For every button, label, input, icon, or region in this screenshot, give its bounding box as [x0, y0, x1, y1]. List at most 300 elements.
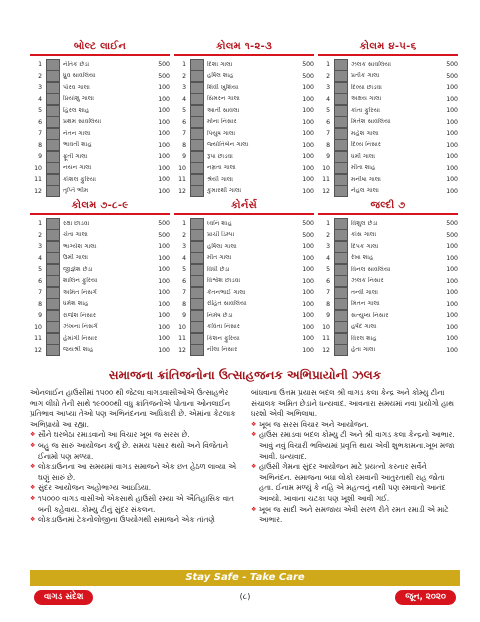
winner-rank: 7 — [38, 289, 42, 297]
winner-photo — [190, 116, 204, 128]
winner-prize: 100 — [446, 107, 458, 115]
winner-rank: 12 — [178, 346, 186, 354]
winner-prize: 100 — [446, 84, 458, 92]
winner-rank: 8 — [326, 141, 330, 149]
winner-rank: 1 — [326, 61, 330, 69]
winner-name: રક્ષા છાડવા — [63, 219, 90, 227]
left-bullets — [30, 430, 239, 525]
winner-row — [30, 186, 170, 198]
winner-rank: 12 — [322, 346, 330, 354]
winner-name: દિપક ગાલા — [351, 242, 379, 250]
winner-rank: 2 — [38, 231, 42, 239]
winner-name: મિતન ગાલા — [351, 300, 380, 308]
winner-photo — [334, 139, 348, 151]
winner-prize: 100 — [158, 312, 170, 320]
winner-row — [318, 82, 458, 94]
winner-row — [318, 186, 458, 198]
winner-name: કૌશલ ફુરિયા — [63, 175, 96, 183]
winner-row — [174, 128, 314, 140]
winner-photo — [334, 93, 348, 105]
winner-row — [30, 151, 170, 163]
winner-photo — [334, 151, 348, 163]
winner-name: પ્રિયાંશુ ગાલા — [63, 95, 94, 103]
winner-photo — [334, 275, 348, 287]
winner-photo — [334, 59, 348, 71]
winner-photo — [46, 264, 60, 276]
winner-name: મનીષા ગાલા — [351, 175, 381, 183]
opinion-bullet: ❖ ખૂબ જ સરસ વિચાર અને આયોજન. — [251, 420, 460, 431]
winner-row — [174, 230, 314, 242]
winner-name: ઉર્મી ગાલા — [63, 254, 89, 262]
winner-row — [30, 82, 170, 94]
winner-list — [30, 218, 170, 356]
winner-rank: 4 — [182, 95, 186, 103]
winner-rank: 9 — [326, 312, 330, 320]
winner-name: કવિતા નિસાર — [207, 323, 240, 331]
winner-rank: 10 — [322, 323, 330, 331]
winner-name: જીજ્ઞેશ છેડા — [63, 265, 93, 273]
winner-name: અમિત નિસર્ગ — [63, 288, 97, 296]
winner-list — [318, 218, 458, 356]
winner-prize: 100 — [446, 323, 458, 331]
winner-row — [30, 140, 170, 152]
winner-rank: 9 — [182, 312, 186, 320]
winner-photo — [334, 70, 348, 82]
winner-rank: 11 — [34, 176, 42, 184]
winner-row — [174, 333, 314, 345]
winner-prize: 100 — [446, 254, 458, 262]
intro-paragraph: ઓનલાઈન હાઉસીમાં ૧૫૦૦ થી જેટલા વાગડવાસીઓએ ઉત્સાહભેર ભાગ લીધો તેની સાથે ૧૯૦૦૦થી વધુ ક્રાંતિજનોએ પોતાના ઓનલાઈન પ્રતિભાવ આપ્યા તેઓ પણ અભિનંદનના અધિકારી છે. એમાંના કેટલાક અભિપ્રાયો આ રહ્યા. — [30, 388, 236, 429]
winner-prize: 100 — [446, 335, 458, 343]
winner-row — [30, 299, 170, 311]
winner-name: વિનલ સાવલિયા — [351, 265, 391, 273]
winner-photo — [334, 298, 348, 310]
winner-photo — [190, 128, 204, 140]
winner-photo — [334, 82, 348, 94]
winner-row — [174, 163, 314, 175]
winner-prize: 500 — [446, 220, 458, 228]
winner-name: ભાવતી શાહ — [63, 141, 92, 149]
winner-photo — [46, 229, 60, 241]
winner-rank: 3 — [182, 243, 186, 251]
winner-row — [318, 276, 458, 288]
winner-photo — [46, 93, 60, 105]
winner-name: રાજેશ નિસાર — [63, 311, 97, 319]
top-band — [30, 40, 460, 197]
winner-row — [30, 287, 170, 299]
winner-prize: 100 — [158, 84, 170, 92]
winner-photo — [190, 252, 204, 264]
page-footer — [30, 589, 460, 607]
winner-row — [174, 140, 314, 152]
winner-prize: 500 — [302, 72, 314, 80]
winner-name: નીલા નિસાર — [207, 346, 238, 354]
winner-photo — [334, 333, 348, 345]
winner-rank: 6 — [38, 118, 42, 126]
winner-name: હેતા ગાલા — [351, 346, 376, 354]
winner-row — [174, 174, 314, 186]
winner-name: રૂપા છાડવા — [207, 152, 233, 160]
winner-name: મીતા શાહ — [351, 164, 376, 172]
winner-rank: 6 — [182, 118, 186, 126]
article-title: સમાજના ક્રાંતિજનોના ઉત્સાહજનક અભિપ્રાયોની ઝલક — [108, 368, 382, 382]
winner-row — [174, 299, 314, 311]
winner-prize: 100 — [446, 266, 458, 274]
winner-name: પ્રથમ સાવલિયા — [63, 118, 102, 126]
winner-row — [174, 71, 314, 83]
winner-photo — [190, 174, 204, 186]
winner-row — [318, 287, 458, 299]
column-7-8-9 — [30, 199, 170, 356]
issue-date: જૂન, ૨૦૨૦ — [395, 590, 456, 605]
winner-row — [318, 163, 458, 175]
winner-row — [30, 253, 170, 265]
winner-photo — [46, 218, 60, 230]
winner-photo — [190, 287, 204, 299]
winner-name: કાંસ ગાલા — [351, 231, 377, 239]
winner-prize: 100 — [446, 312, 458, 320]
winner-name: સિમરન ગાલા — [207, 95, 240, 103]
winner-row — [174, 276, 314, 288]
winner-row — [318, 230, 458, 242]
winner-prize: 100 — [302, 164, 314, 172]
winner-rank: 1 — [182, 61, 186, 69]
winner-prize: 100 — [302, 300, 314, 308]
winner-prize: 500 — [446, 61, 458, 69]
winner-rank: 8 — [182, 141, 186, 149]
winner-rank: 12 — [34, 187, 42, 195]
winner-prize: 100 — [158, 289, 170, 297]
winner-prize: 100 — [302, 118, 314, 126]
winner-row — [318, 140, 458, 152]
winner-name: પિયુષ ગાલા — [207, 129, 236, 137]
winner-row — [30, 264, 170, 276]
winner-prize: 100 — [446, 141, 458, 149]
winner-rank: 11 — [322, 176, 330, 184]
winner-prize: 100 — [446, 277, 458, 285]
winner-name: પ્રતીક ગાલા — [351, 72, 380, 80]
winner-name: નમ્રતા ગાલા — [207, 164, 236, 172]
winner-rank: 8 — [182, 300, 186, 308]
winner-row — [318, 253, 458, 265]
column-title: કોલમ ૭-૮-૯ — [30, 199, 170, 215]
winner-photo — [334, 128, 348, 140]
winner-name: કેતનભાઈ ગાલા — [207, 288, 246, 296]
winner-photo — [334, 344, 348, 356]
winner-row — [30, 345, 170, 357]
winner-prize: 100 — [302, 176, 314, 184]
winner-prize: 100 — [158, 323, 170, 331]
winner-row — [318, 241, 458, 253]
winner-name: આર્તી સાવલા — [207, 106, 240, 114]
winner-rank: 8 — [326, 300, 330, 308]
winner-row — [30, 310, 170, 322]
winner-prize: 100 — [158, 153, 170, 161]
winner-prize: 100 — [446, 187, 458, 195]
winner-prize: 100 — [302, 84, 314, 92]
winner-photo — [190, 218, 204, 230]
column-4-5-6 — [318, 40, 458, 197]
winner-prize: 100 — [158, 266, 170, 274]
winner-prize: 100 — [158, 277, 170, 285]
winner-row — [174, 186, 314, 198]
winner-prize: 500 — [158, 61, 170, 69]
winner-photo — [190, 139, 204, 151]
column-title: કોર્નર્સ — [174, 199, 314, 215]
winner-row — [30, 174, 170, 186]
winner-photo — [46, 321, 60, 333]
winner-name: હર્ષદ ગાલા — [351, 323, 377, 331]
winner-row — [30, 333, 170, 345]
winner-rank: 6 — [326, 118, 330, 126]
winner-rank: 5 — [38, 266, 42, 274]
winner-name: નેહલ ગાલા — [351, 187, 379, 195]
column-title: બોલ્ટ લાઈન — [30, 40, 170, 56]
winner-photo — [334, 287, 348, 299]
winner-row — [30, 117, 170, 129]
winner-name: નયન ગાલા — [63, 164, 92, 172]
winner-rank: 9 — [38, 312, 42, 320]
winner-photo — [334, 321, 348, 333]
winner-rank: 11 — [178, 176, 186, 184]
winner-prize: 100 — [446, 130, 458, 138]
winner-rank: 2 — [326, 231, 330, 239]
winner-rank: 10 — [178, 323, 186, 331]
opinion-bullet: ❖ સુંદર આયોજન અહોભાગ્ય આઇડિયા. — [30, 483, 239, 494]
winner-name: ઝંખના નિસર્ગ — [63, 323, 98, 331]
winner-name: કાંતા ફુરિયા — [351, 106, 381, 114]
winner-row — [318, 299, 458, 311]
winner-list — [30, 59, 170, 197]
winner-rank: 3 — [326, 84, 330, 92]
winner-photo — [46, 275, 60, 287]
winner-prize: 100 — [302, 107, 314, 115]
winner-rank: 1 — [182, 220, 186, 228]
winner-photo — [190, 185, 204, 197]
winner-prize: 100 — [446, 289, 458, 297]
column-title: કોલમ ૧-૨-૩ — [174, 40, 314, 56]
winner-name: દિશા ગાલા — [207, 60, 233, 68]
winner-photo — [334, 252, 348, 264]
right-bullets — [251, 420, 460, 526]
winner-prize: 100 — [446, 346, 458, 354]
winner-prize: 100 — [158, 95, 170, 103]
winner-name: ભાગ્યેશ ગાલા — [63, 242, 97, 250]
winner-name: મીત ગાલા — [207, 254, 232, 262]
winner-photo — [190, 321, 204, 333]
winner-name: હર્ષિલા ગાલા — [207, 242, 237, 250]
winner-prize: 100 — [302, 187, 314, 195]
winner-photo — [46, 162, 60, 174]
winner-photo — [190, 264, 204, 276]
winner-photo — [46, 59, 60, 71]
winner-row — [174, 94, 314, 106]
winner-rank: 2 — [326, 72, 330, 80]
winner-prize: 100 — [302, 130, 314, 138]
winner-rank: 7 — [326, 289, 330, 297]
winner-row — [30, 230, 170, 242]
winner-photo — [46, 174, 60, 186]
winner-photo — [46, 241, 60, 253]
winner-rank: 4 — [326, 254, 330, 262]
winner-rank: 7 — [326, 130, 330, 138]
winner-photo — [334, 162, 348, 174]
winner-rank: 11 — [34, 335, 42, 343]
winner-name: સત્યુષ્ય નિસાર — [351, 311, 389, 319]
winner-prize: 100 — [158, 254, 170, 262]
winner-row — [318, 151, 458, 163]
opinion-bullet: ❖ હાઉસ રમાડવા બદલ કોમ્યુ ટી અને શ્રી વાગડ કલા કેન્દ્રનો આભાર. આવું નવું વિચારી ભવિષ્યમાં પ્રવૃત્તિ થાય એવી શુભકામના.ખૂબ મજા આવી. ધન્યવાદ. — [251, 430, 460, 462]
corners-column — [174, 199, 314, 356]
winner-name: વિશ્વેશ છાડવા — [207, 277, 241, 285]
opinion-bullet: ❖ ૧૫૦૦૦ વાગડ વાસીઓ એકસાથે હાઉસી રમ્યા એ ઐતિહાસિક વાત બની કહેવાય. કોમ્યુ ટીનું સુંદર સંકલન. — [30, 494, 239, 515]
winner-rank: 7 — [182, 130, 186, 138]
winner-row — [318, 322, 458, 334]
winner-rank: 12 — [178, 187, 186, 195]
article-body — [30, 388, 460, 526]
winner-rank: 5 — [182, 266, 186, 274]
winner-prize: 100 — [302, 277, 314, 285]
winner-row — [174, 264, 314, 276]
article-right-column — [251, 388, 460, 526]
winner-photo — [190, 241, 204, 253]
winner-rank: 4 — [38, 254, 42, 262]
winner-row — [174, 241, 314, 253]
winner-name: અક્ષય ગાલા — [351, 95, 382, 103]
winner-prize: 100 — [446, 243, 458, 251]
winner-prize: 100 — [446, 118, 458, 126]
winner-row — [318, 333, 458, 345]
winner-name: કિશન ફુરિયા — [207, 334, 240, 342]
winner-name: તન્વી ગાલા — [351, 288, 379, 296]
opinion-bullet: ❖ સૌને ઘરબેઠા રમાડવાનો આ વિચાર ખૂબ જ સરસ છે. — [30, 430, 239, 441]
winner-row — [30, 71, 170, 83]
winner-rank: 10 — [322, 164, 330, 172]
winner-prize: 100 — [446, 300, 458, 308]
winner-photo — [46, 105, 60, 117]
opinion-bullet: ❖ હાઉસી ગેમના સુંદર આયોજન માટે પ્રયત્નો કરનાર સર્વેને અભિનંદન. સમાજના બધા લોકો રમવાની આતુરતાથી રાહ જોતા હતા. ઈનામ મળ્યું કે નહિ એ મહત્વનું નથી પણ રમવાનો આનંદ આવ્યો. ખાવાના ચટકા પણ ખૂશી આવી ગઈ. — [251, 462, 460, 504]
winner-row — [318, 345, 458, 357]
winner-name: ધ્રુવ સાવલિયા — [63, 72, 96, 80]
winner-row — [318, 105, 458, 117]
winner-row — [174, 105, 314, 117]
winner-rank: 7 — [182, 289, 186, 297]
winner-photo — [334, 105, 348, 117]
winner-row — [174, 117, 314, 129]
winner-row — [30, 94, 170, 106]
winner-name: નૈતન ગાલા — [63, 129, 91, 137]
winner-rank: 1 — [326, 220, 330, 228]
winner-photo — [190, 93, 204, 105]
winner-prize: 500 — [158, 220, 170, 228]
winner-row — [174, 59, 314, 71]
winner-photo — [190, 229, 204, 241]
winner-name: હેમાંગી નિસાર — [63, 334, 98, 342]
winner-name: મિતેશ સાવલિયા — [351, 118, 391, 126]
winner-name: હિરલ શાહ — [63, 106, 90, 114]
winner-photo — [190, 310, 204, 322]
winner-photo — [334, 229, 348, 241]
winner-rank: 2 — [182, 231, 186, 239]
winner-name: પ્રાચી ડિમ્પા — [207, 231, 235, 239]
winner-prize: 100 — [158, 187, 170, 195]
winner-photo — [190, 275, 204, 287]
winner-name: શાલિન ફુરિયા — [63, 277, 98, 285]
winner-list — [174, 59, 314, 197]
winner-name: જયશ્રી શાહ — [63, 346, 94, 354]
winner-prize: 100 — [302, 141, 314, 149]
winner-rank: 8 — [38, 141, 42, 149]
winner-rank: 10 — [34, 323, 42, 331]
winner-row — [174, 310, 314, 322]
winner-name: ફ્રૂતી ગાલા — [63, 152, 88, 160]
column-1-2-3 — [174, 40, 314, 197]
winner-prize: 100 — [446, 95, 458, 103]
winner-photo — [46, 128, 60, 140]
opinion-bullet: ❖ બહુ જ સારું આયોજન કર્યું છે. સમય પસાર થયો અને વિજેતાને ઈનામો પણ મળ્યા. — [30, 441, 239, 462]
winner-prize: 100 — [446, 176, 458, 184]
winner-name: શિવી ખુશિયા — [207, 83, 239, 91]
winner-row — [318, 218, 458, 230]
winner-prize: 100 — [158, 107, 170, 115]
winner-photo — [190, 105, 204, 117]
continued-paragraph: બાંધવાના ઉત્તમ પ્રયાસ બદલ શ્રી વાગડ કલા કેન્દ્ર અને કોમ્યુ ટીના સંચાલક અમિત છેડાને ધન્યવાદ. આવનારા સમયમાં નવા પ્રયોગો હાથ ધરશો એવી અભિલાષા. — [251, 388, 454, 419]
winner-prize: 500 — [302, 220, 314, 228]
column-title: જલ્દી ૭ — [318, 199, 458, 215]
winner-row — [318, 71, 458, 83]
winner-row — [174, 82, 314, 94]
winner-photo — [334, 310, 348, 322]
winner-list — [318, 59, 458, 197]
winner-row — [318, 264, 458, 276]
winner-row — [174, 287, 314, 299]
winner-row — [30, 322, 170, 334]
winner-name: ઝલક નિસાર — [351, 277, 384, 285]
winner-photo — [46, 139, 60, 151]
winner-photo — [46, 287, 60, 299]
opinion-bullet: ❖ ખૂબ જ સાદી અને સમજાય એવી સરળ રીતે રમત રમાડી એ માટે આભાર. — [251, 505, 460, 526]
winner-photo — [46, 185, 60, 197]
winner-prize: 100 — [158, 335, 170, 343]
winner-rank: 6 — [182, 277, 186, 285]
winner-row — [318, 59, 458, 71]
winner-rank: 3 — [182, 84, 186, 92]
winner-photo — [46, 70, 60, 82]
winner-prize: 100 — [302, 346, 314, 354]
winner-rank: 1 — [38, 220, 42, 228]
winner-prize: 500 — [302, 231, 314, 239]
winner-name: નિમેષ છેડા — [207, 311, 233, 319]
winner-name: ધ્વનિ શાહ — [207, 219, 232, 227]
winner-prize: 100 — [302, 289, 314, 297]
winner-row — [30, 276, 170, 288]
winner-photo — [334, 174, 348, 186]
winner-photo — [46, 252, 60, 264]
winner-name: મહેશ ગાલા — [351, 129, 379, 137]
winner-photo — [334, 116, 348, 128]
winner-row — [30, 241, 170, 253]
winner-name: શ્રેયી ગાલા — [207, 175, 234, 183]
winner-name: વિશુલ છેડા — [351, 219, 378, 227]
winner-photo — [46, 333, 60, 345]
bottom-band — [30, 199, 460, 356]
winner-photo — [190, 298, 204, 310]
winner-prize: 100 — [158, 141, 170, 149]
winner-list — [174, 218, 314, 356]
winner-rank: 11 — [178, 335, 186, 343]
winner-name: ઝલક સાવલિયા — [351, 60, 391, 68]
winner-row — [174, 322, 314, 334]
